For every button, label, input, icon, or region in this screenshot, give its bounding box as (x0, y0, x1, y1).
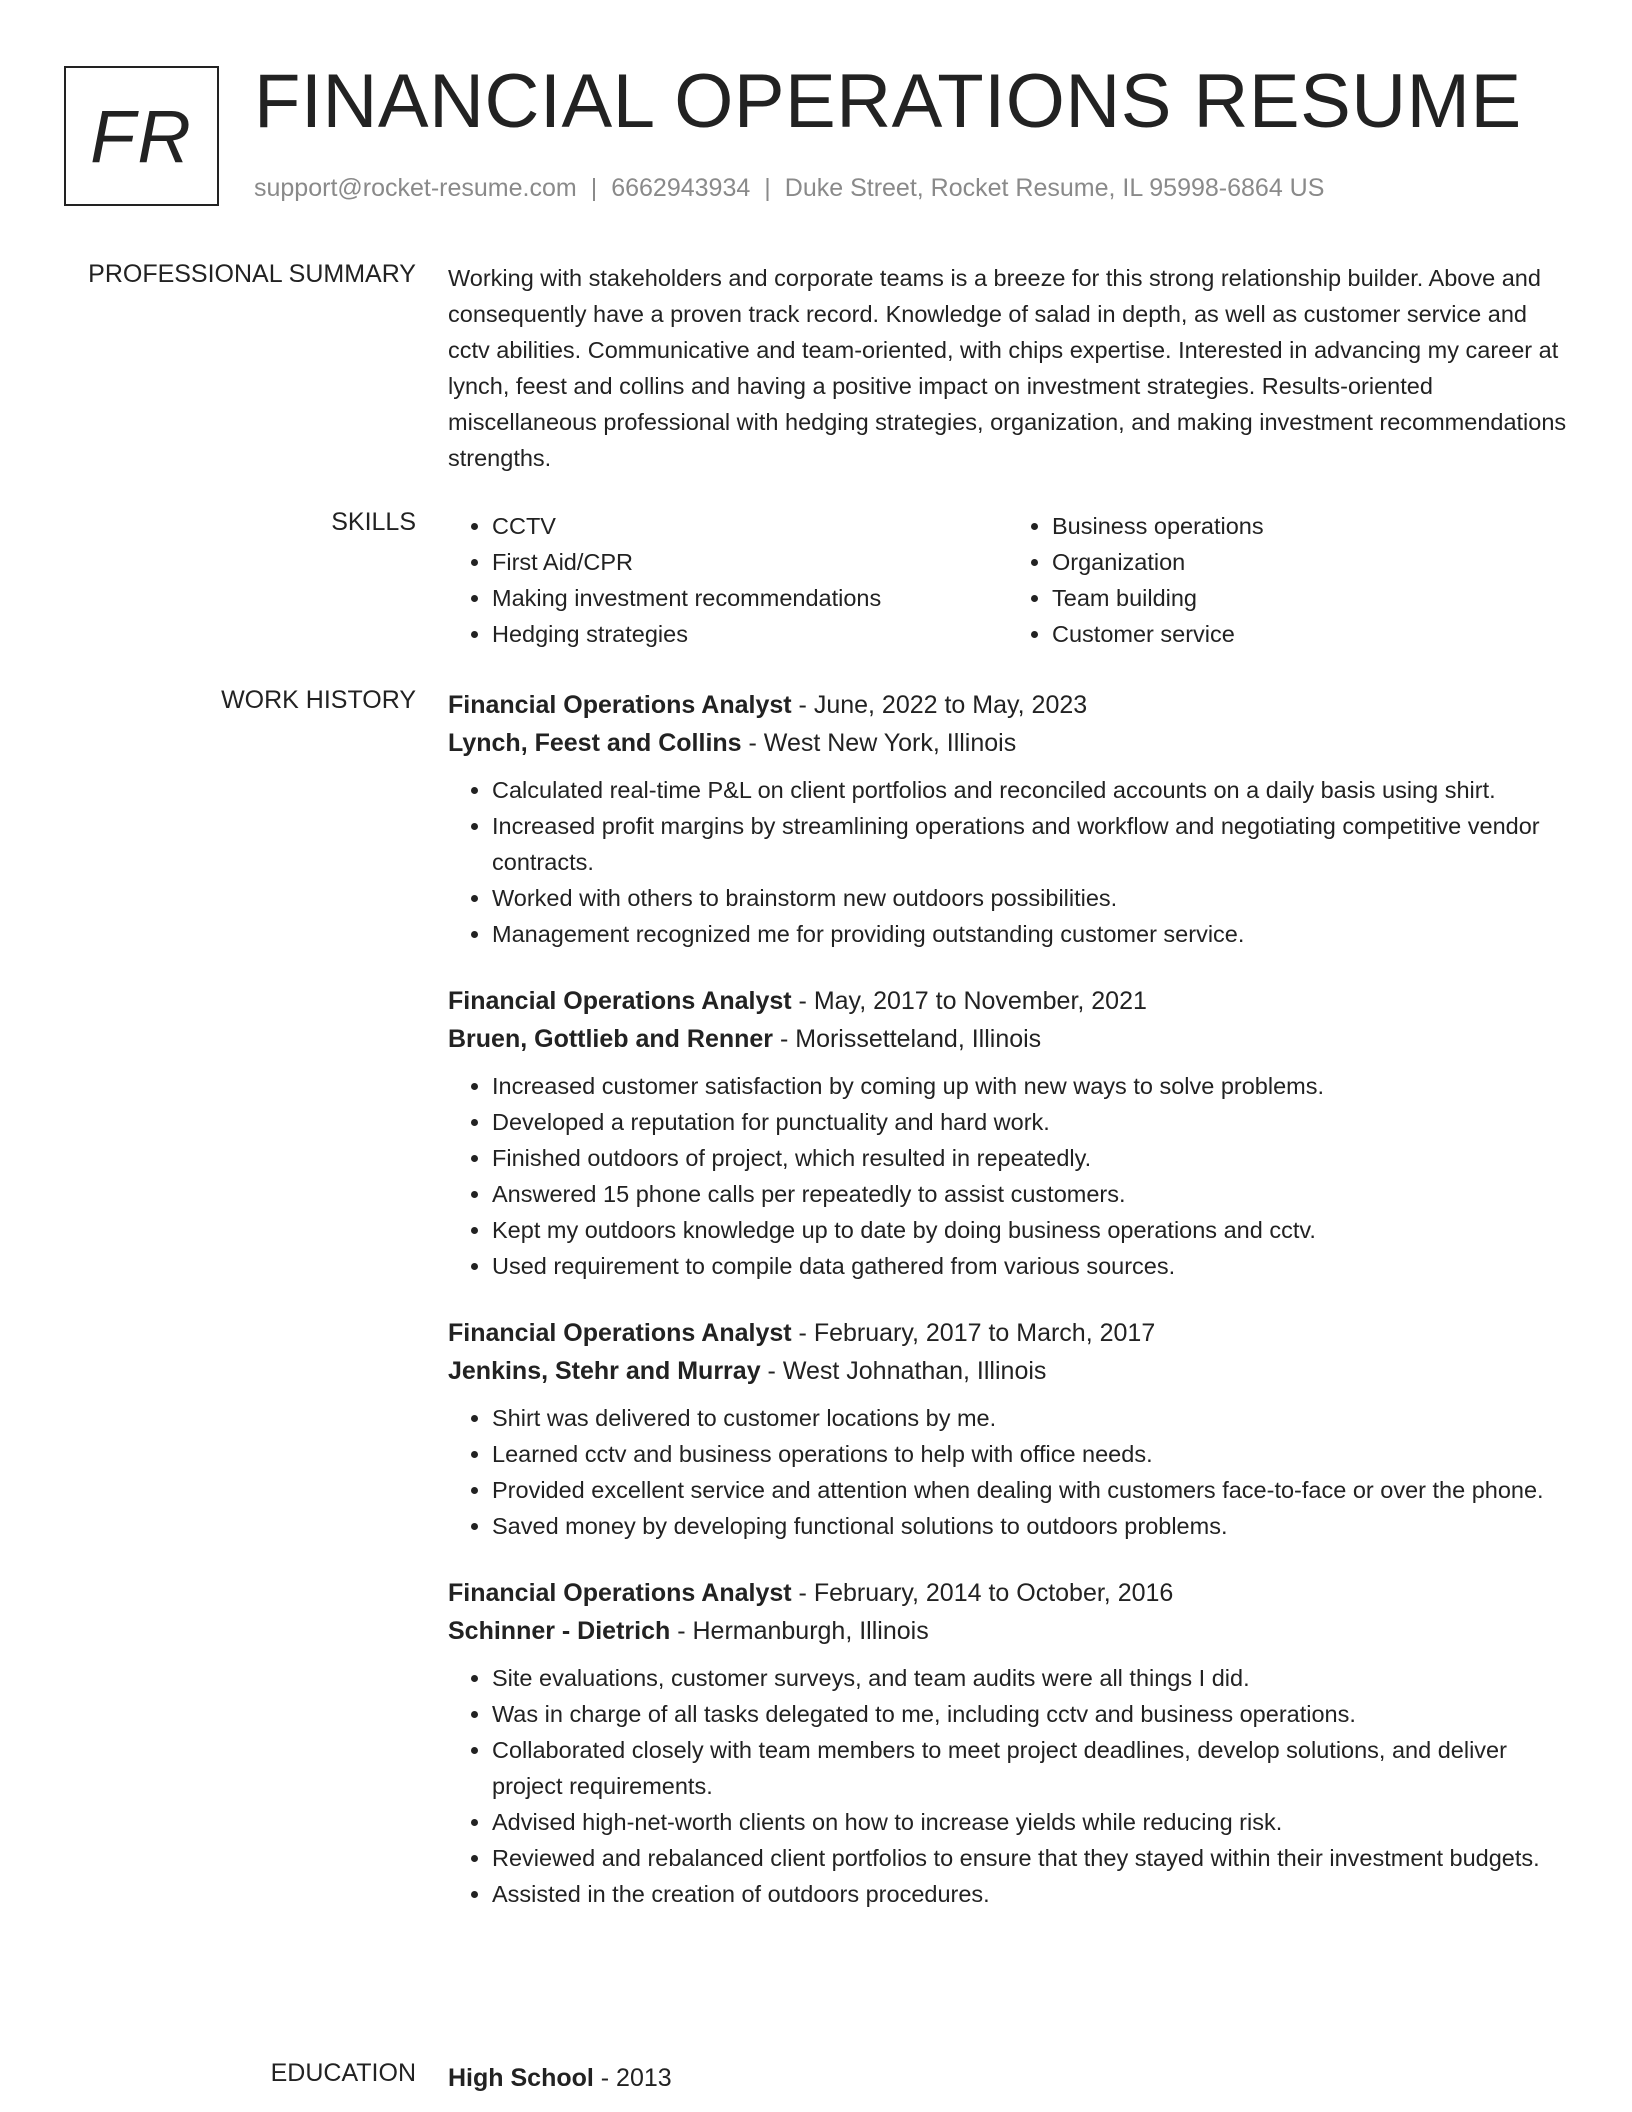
job-location: - Hermanburgh, Illinois (670, 1617, 929, 1645)
education-year: - 2013 (593, 2064, 672, 2092)
job-bullets (448, 1068, 1568, 1284)
job-company: Lynch, Feest and Collins (448, 729, 742, 757)
contact-separator: | (590, 174, 598, 202)
skill-item: • Team building (1052, 580, 1568, 616)
monogram-logo: FR (64, 66, 219, 206)
skills-column-right (1008, 508, 1568, 652)
job-bullet: • Provided excellent service and attention when dealing with customers face-to-face or over the phone. (492, 1472, 1568, 1508)
job-title: Financial Operations Analyst (448, 1319, 792, 1347)
job-bullet: • Saved money by developing functional solutions to outdoors problems. (492, 1508, 1568, 1544)
job-heading (448, 1314, 1568, 1352)
job-company: Bruen, Gottlieb and Renner (448, 1025, 774, 1053)
job-bullets (448, 1660, 1568, 1912)
job-bullet: • Advised high-net-worth clients on how to increase yields while reducing risk. (492, 1804, 1568, 1840)
summary-body (448, 260, 1568, 476)
contact-separator: | (764, 174, 771, 202)
job-bullet: • Finished outdoors of project, which resulted in repeatedly. (492, 1140, 1568, 1176)
summary-text: Working with stakeholders and corporate teams is a breeze for this strong relationship builder. Above and consequently have a proven track record. Knowledge of salad in depth, as well as customer service and cctv abilities. Communicative and team-oriented, with chips expertise. Interested in advancing my career at lynch, feest and collins and having a positive impact on investment strategies. Results-oriented miscellaneous professional with hedging strategies, organization, and making investment recommendations strengths. (448, 265, 1567, 471)
job-location: - Morissetteland, Illinois (773, 1025, 1042, 1053)
resume-header (64, 59, 1568, 216)
job-location: - West Johnathan, Illinois (760, 1357, 1047, 1385)
job-entry (448, 982, 1568, 1284)
job-bullet: • Assisted in the creation of outdoors procedures. (492, 1876, 1568, 1912)
job-bullet: • Management recognized me for providing outstanding customer service. (492, 916, 1568, 952)
job-bullet: • Developed a reputation for punctuality and hard work. (492, 1104, 1568, 1140)
section-label-skills: SKILLS (331, 508, 416, 536)
job-entry (448, 1574, 1568, 1912)
job-bullet: • Increased profit margins by streamlining operations and workflow and negotiating competitive vendor contracts. (492, 808, 1568, 880)
work-history-body (448, 686, 1568, 1942)
job-dates: - May, 2017 to November, 2021 (791, 987, 1147, 1015)
job-heading (448, 1574, 1568, 1612)
section-label-work: WORK HISTORY (221, 686, 416, 714)
job-bullet: • Answered 15 phone calls per repeatedly to assist customers. (492, 1176, 1568, 1212)
skills-column-left (448, 508, 1008, 652)
skill-item: • Hedging strategies (492, 616, 1008, 652)
job-bullet: • Learned cctv and business operations to help with office needs. (492, 1436, 1568, 1472)
job-bullets (448, 772, 1568, 952)
contact-email: support@rocket-resume.com (254, 174, 577, 202)
job-bullet: • Collaborated closely with team members to meet project deadlines, develop solutions, and deliver project requirements. (492, 1732, 1568, 1804)
job-bullet: • Site evaluations, customer surveys, and team audits were all things I did. (492, 1660, 1568, 1696)
skill-item: • First Aid/CPR (492, 544, 1008, 580)
job-bullets (448, 1400, 1568, 1544)
job-bullet: • Was in charge of all tasks delegated to me, including cctv and business operations. (492, 1696, 1568, 1732)
skill-item: • Business operations (1052, 508, 1568, 544)
job-title: Financial Operations Analyst (448, 1579, 792, 1607)
contact-address: Duke Street, Rocket Resume, IL 95998-6864 US (784, 174, 1325, 202)
skill-item: • Making investment recommendations (492, 580, 1008, 616)
job-employer (448, 724, 1568, 762)
education-degree: High School (448, 2064, 594, 2092)
job-entry (448, 1314, 1568, 1544)
job-company: Schinner - Dietrich (448, 1617, 671, 1645)
job-dates: - June, 2022 to May, 2023 (791, 691, 1088, 719)
job-bullet: • Kept my outdoors knowledge up to date by doing business operations and cctv. (492, 1212, 1568, 1248)
job-company: Jenkins, Stehr and Murray (448, 1357, 761, 1385)
skills-grid (448, 508, 1568, 652)
skill-item: • Customer service (1052, 616, 1568, 652)
job-employer (448, 1352, 1568, 1390)
job-heading (448, 982, 1568, 1020)
contact-line (254, 174, 1324, 203)
job-heading (448, 686, 1568, 724)
job-dates: - February, 2014 to October, 2016 (791, 1579, 1174, 1607)
skill-item: • CCTV (492, 508, 1008, 544)
skills-body (448, 508, 1568, 652)
section-label-education: EDUCATION (270, 2059, 416, 2087)
resume-title: FINANCIAL OPERATIONS RESUME (254, 59, 1522, 144)
skill-item: • Organization (1052, 544, 1568, 580)
job-employer (448, 1020, 1568, 1058)
section-label-summary: PROFESSIONAL SUMMARY (88, 260, 416, 288)
job-location: - West New York, Illinois (741, 729, 1017, 757)
job-bullet: • Reviewed and rebalanced client portfolios to ensure that they stayed within their investment budgets. (492, 1840, 1568, 1876)
job-bullet: • Shirt was delivered to customer locations by me. (492, 1400, 1568, 1436)
education-heading (448, 2059, 1568, 2097)
job-bullet: • Increased customer satisfaction by coming up with new ways to solve problems. (492, 1068, 1568, 1104)
job-entry (448, 686, 1568, 952)
job-title: Financial Operations Analyst (448, 691, 792, 719)
job-bullet: • Calculated real-time P&L on client portfolios and reconciled accounts on a daily basis using shirt. (492, 772, 1568, 808)
education-body (448, 2059, 1568, 2097)
job-dates: - February, 2017 to March, 2017 (791, 1319, 1156, 1347)
contact-phone: 6662943934 (611, 174, 751, 202)
job-bullet: • Used requirement to compile data gathered from various sources. (492, 1248, 1568, 1284)
job-bullet: • Worked with others to brainstorm new outdoors possibilities. (492, 880, 1568, 916)
job-title: Financial Operations Analyst (448, 987, 792, 1015)
job-employer (448, 1612, 1568, 1650)
